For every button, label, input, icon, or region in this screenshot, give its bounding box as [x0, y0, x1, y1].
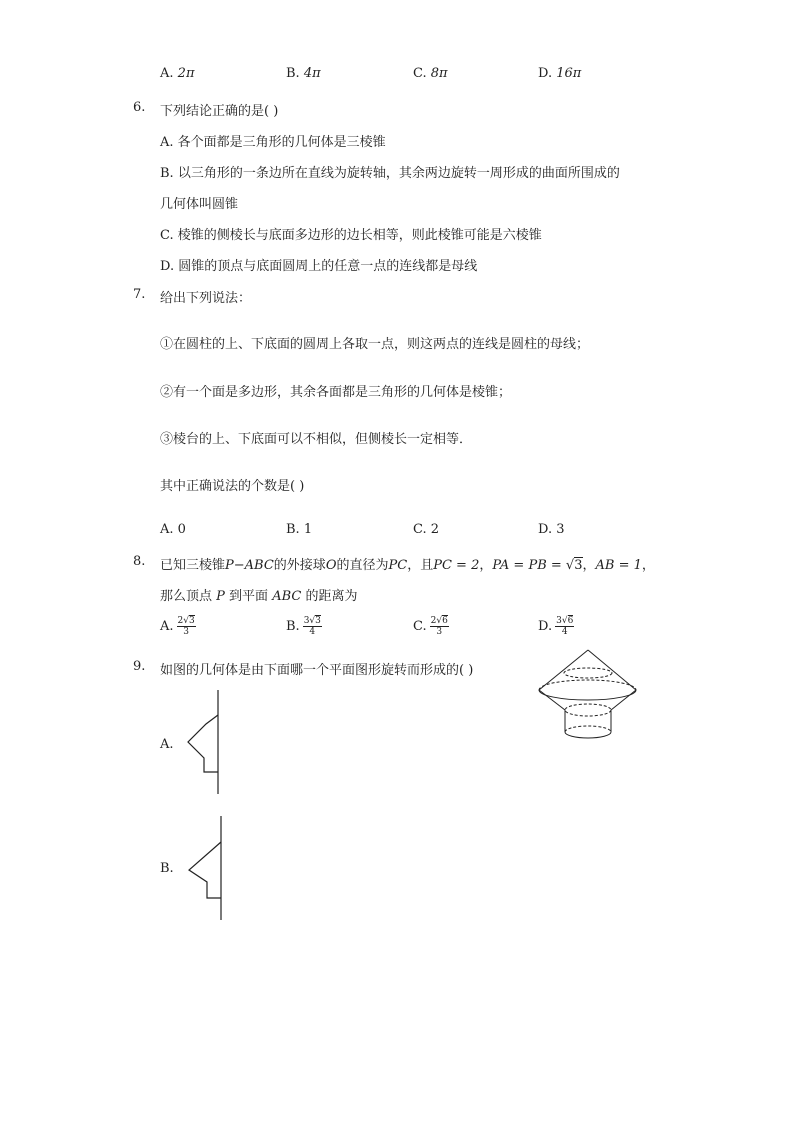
q9-stem: 如图的几何体是由下面哪一个平面图形旋转而形成的( ) [160, 663, 474, 678]
q9-option-b-label: B. [160, 861, 174, 876]
q7-statement-2: ②有一个面是多边形，其余各面都是三角形的几何体是棱锥； [160, 385, 512, 400]
q8-stem-line2: 那么顶点 P 到平面 ABC 的距离为 [160, 589, 358, 604]
q5-option-a: A. 2π [160, 66, 195, 81]
q8-option-b: B. $\frac{3√3}{4}$ [286, 616, 321, 637]
q7-statement-3: ③棱台的上、下底面可以不相似，但侧棱长一定相等． [160, 432, 473, 447]
q9-option-a-figure [180, 690, 225, 796]
q8-option-a: A. $\frac{2√3}{3}$ [160, 616, 195, 637]
q9-solid-figure [535, 648, 645, 743]
q6-option-b-cont: 几何体叫圆锥 [160, 197, 239, 212]
q7-question: 其中正确说法的个数是( ) [160, 479, 305, 494]
q8-stem-line1: 已知三棱锥P−ABC的外接球O的直径为PC，且PC = 2，PA = PB = √3，AB = 1， [160, 558, 655, 573]
q7-option-a: A. 0 [160, 522, 186, 537]
q6-option-c: C. 棱锥的侧棱长与底面多边形的边长相等，则此棱锥可能是六棱锥 [160, 228, 542, 243]
q8-number: 8. [133, 554, 146, 569]
q7-option-d: D. 3 [538, 522, 565, 537]
q6-number: 6. [133, 100, 146, 115]
q6-option-d: D. 圆锥的顶点与底面圆周上的任意一点的连线都是母线 [160, 259, 478, 274]
q9-option-a-label: A. [160, 737, 174, 752]
q8-option-d: D. $\frac{3√6}{4}$ [538, 616, 574, 637]
q7-option-b: B. 1 [286, 522, 313, 537]
q7-stem: 给出下列说法： [160, 291, 252, 306]
q6-option-a: A. 各个面都是三角形的几何体是三棱锥 [160, 135, 386, 150]
q7-number: 7. [133, 287, 146, 302]
q5-option-c: C. 8π [413, 66, 448, 81]
q5-option-d: D. 16π [538, 66, 582, 81]
q6-stem: 下列结论正确的是( ) [160, 104, 279, 119]
q9-number: 9. [133, 659, 146, 674]
q7-statement-1: ①在圆柱的上、下底面的圆周上各取一点，则这两点的连线是圆柱的母线； [160, 337, 590, 352]
q6-option-b: B. 以三角形的一条边所在直线为旋转轴，其余两边旋转一周形成的曲面所围成的 [160, 166, 620, 181]
q5-option-b: B. 4π [286, 66, 321, 81]
q7-option-c: C. 2 [413, 522, 440, 537]
q8-option-c: C. $\frac{2√6}{3}$ [413, 616, 448, 637]
q9-option-b-figure [180, 816, 225, 922]
